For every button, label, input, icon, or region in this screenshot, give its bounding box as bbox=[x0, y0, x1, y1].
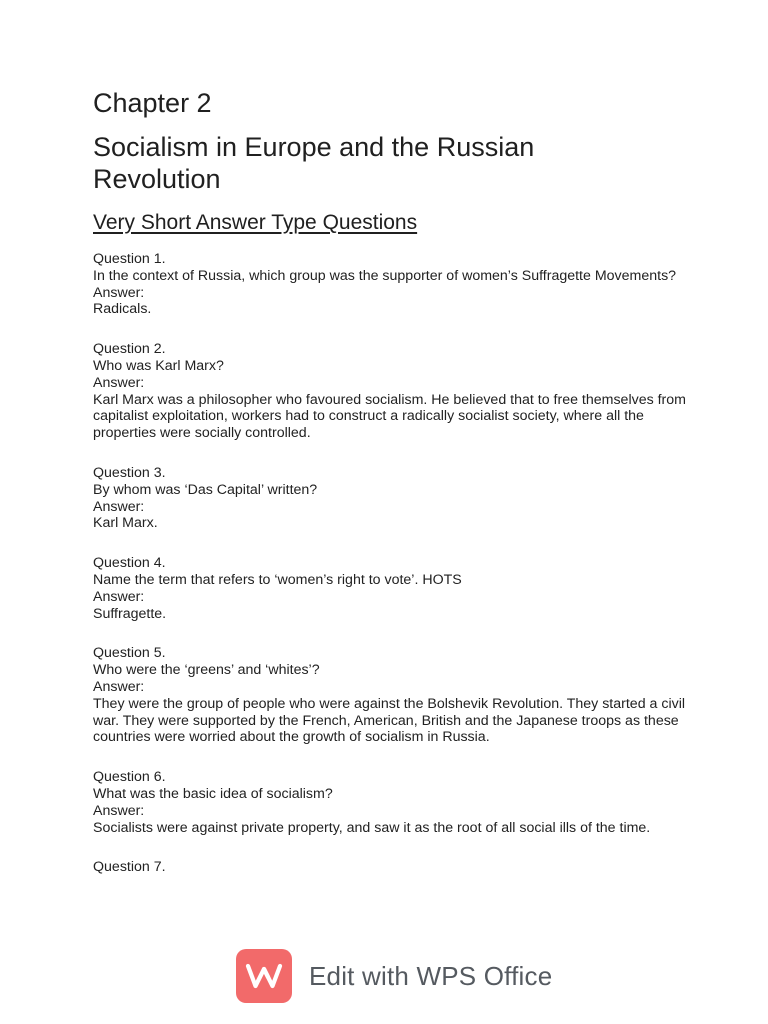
question-text: By whom was ‘Das Capital’ written? bbox=[93, 481, 318, 498]
wps-edit-banner[interactable] bbox=[236, 949, 552, 1003]
question-block-7 bbox=[93, 859, 693, 876]
answer-text: They were the group of people who were against the Bolshevik Revolution. They started a civil war. They were supported by the French, American, British and the Japanese troops as these countries were worried about the growth of socialism in Russia. bbox=[93, 695, 686, 746]
answer-label: Answer: bbox=[93, 374, 145, 391]
answer-text: Socialists were against private property, and saw it as the root of all social ills of the time. bbox=[93, 819, 651, 836]
answer-text: Karl Marx was a philosopher who favoured socialism. He believed that to free themselves from capitalist exploitation, workers had to construct a radically socialist society, where all the properties were socially controlled. bbox=[93, 391, 686, 442]
chapter-title-line-2: Revolution bbox=[93, 164, 221, 194]
wps-logo-glyph bbox=[245, 961, 283, 991]
question-label: Question 1. bbox=[93, 251, 166, 267]
answer-label: Answer: bbox=[93, 588, 145, 605]
answer-label: Answer: bbox=[93, 284, 145, 301]
edit-with-wps-text[interactable]: Edit with WPS Office bbox=[309, 960, 553, 991]
chapter-title bbox=[93, 131, 693, 195]
answer-text: Radicals. bbox=[93, 301, 152, 318]
question-block-3 bbox=[93, 465, 693, 532]
question-text: Who was Karl Marx? bbox=[93, 357, 224, 374]
question-text: Who were the ‘greens’ and ‘whites’? bbox=[93, 662, 320, 679]
question-block-6 bbox=[93, 769, 693, 836]
question-text: In the context of Russia, which group was the supporter of women’s Suffragette Movements? bbox=[93, 267, 677, 284]
question-text: Name the term that refers to ‘women’s right to vote’. HOTS bbox=[93, 571, 462, 588]
question-label: Question 2. bbox=[93, 341, 166, 358]
question-block-2 bbox=[93, 341, 693, 442]
answer-label: Answer: bbox=[93, 498, 145, 515]
answer-label: Answer: bbox=[93, 802, 145, 819]
chapter-heading: Chapter 2 bbox=[93, 88, 212, 118]
question-block-5 bbox=[93, 645, 693, 746]
answer-text: Karl Marx. bbox=[93, 515, 158, 532]
question-label: Question 3. bbox=[93, 464, 166, 481]
answer-label: Answer: bbox=[93, 678, 145, 695]
question-block-1 bbox=[93, 251, 693, 318]
wps-logo-icon[interactable] bbox=[236, 949, 292, 1003]
question-label: Question 4. bbox=[93, 555, 166, 572]
document-page bbox=[93, 86, 693, 899]
question-label: Question 5. bbox=[93, 645, 166, 662]
section-heading: Very Short Answer Type Questions bbox=[93, 211, 418, 234]
question-label: Question 7. bbox=[93, 859, 166, 876]
question-label: Question 6. bbox=[93, 769, 166, 786]
answer-text: Suffragette. bbox=[93, 605, 167, 622]
question-block-4 bbox=[93, 555, 693, 622]
question-text: What was the basic idea of socialism? bbox=[93, 785, 333, 802]
chapter-title-line-1: Socialism in Europe and the Russian bbox=[93, 132, 535, 162]
